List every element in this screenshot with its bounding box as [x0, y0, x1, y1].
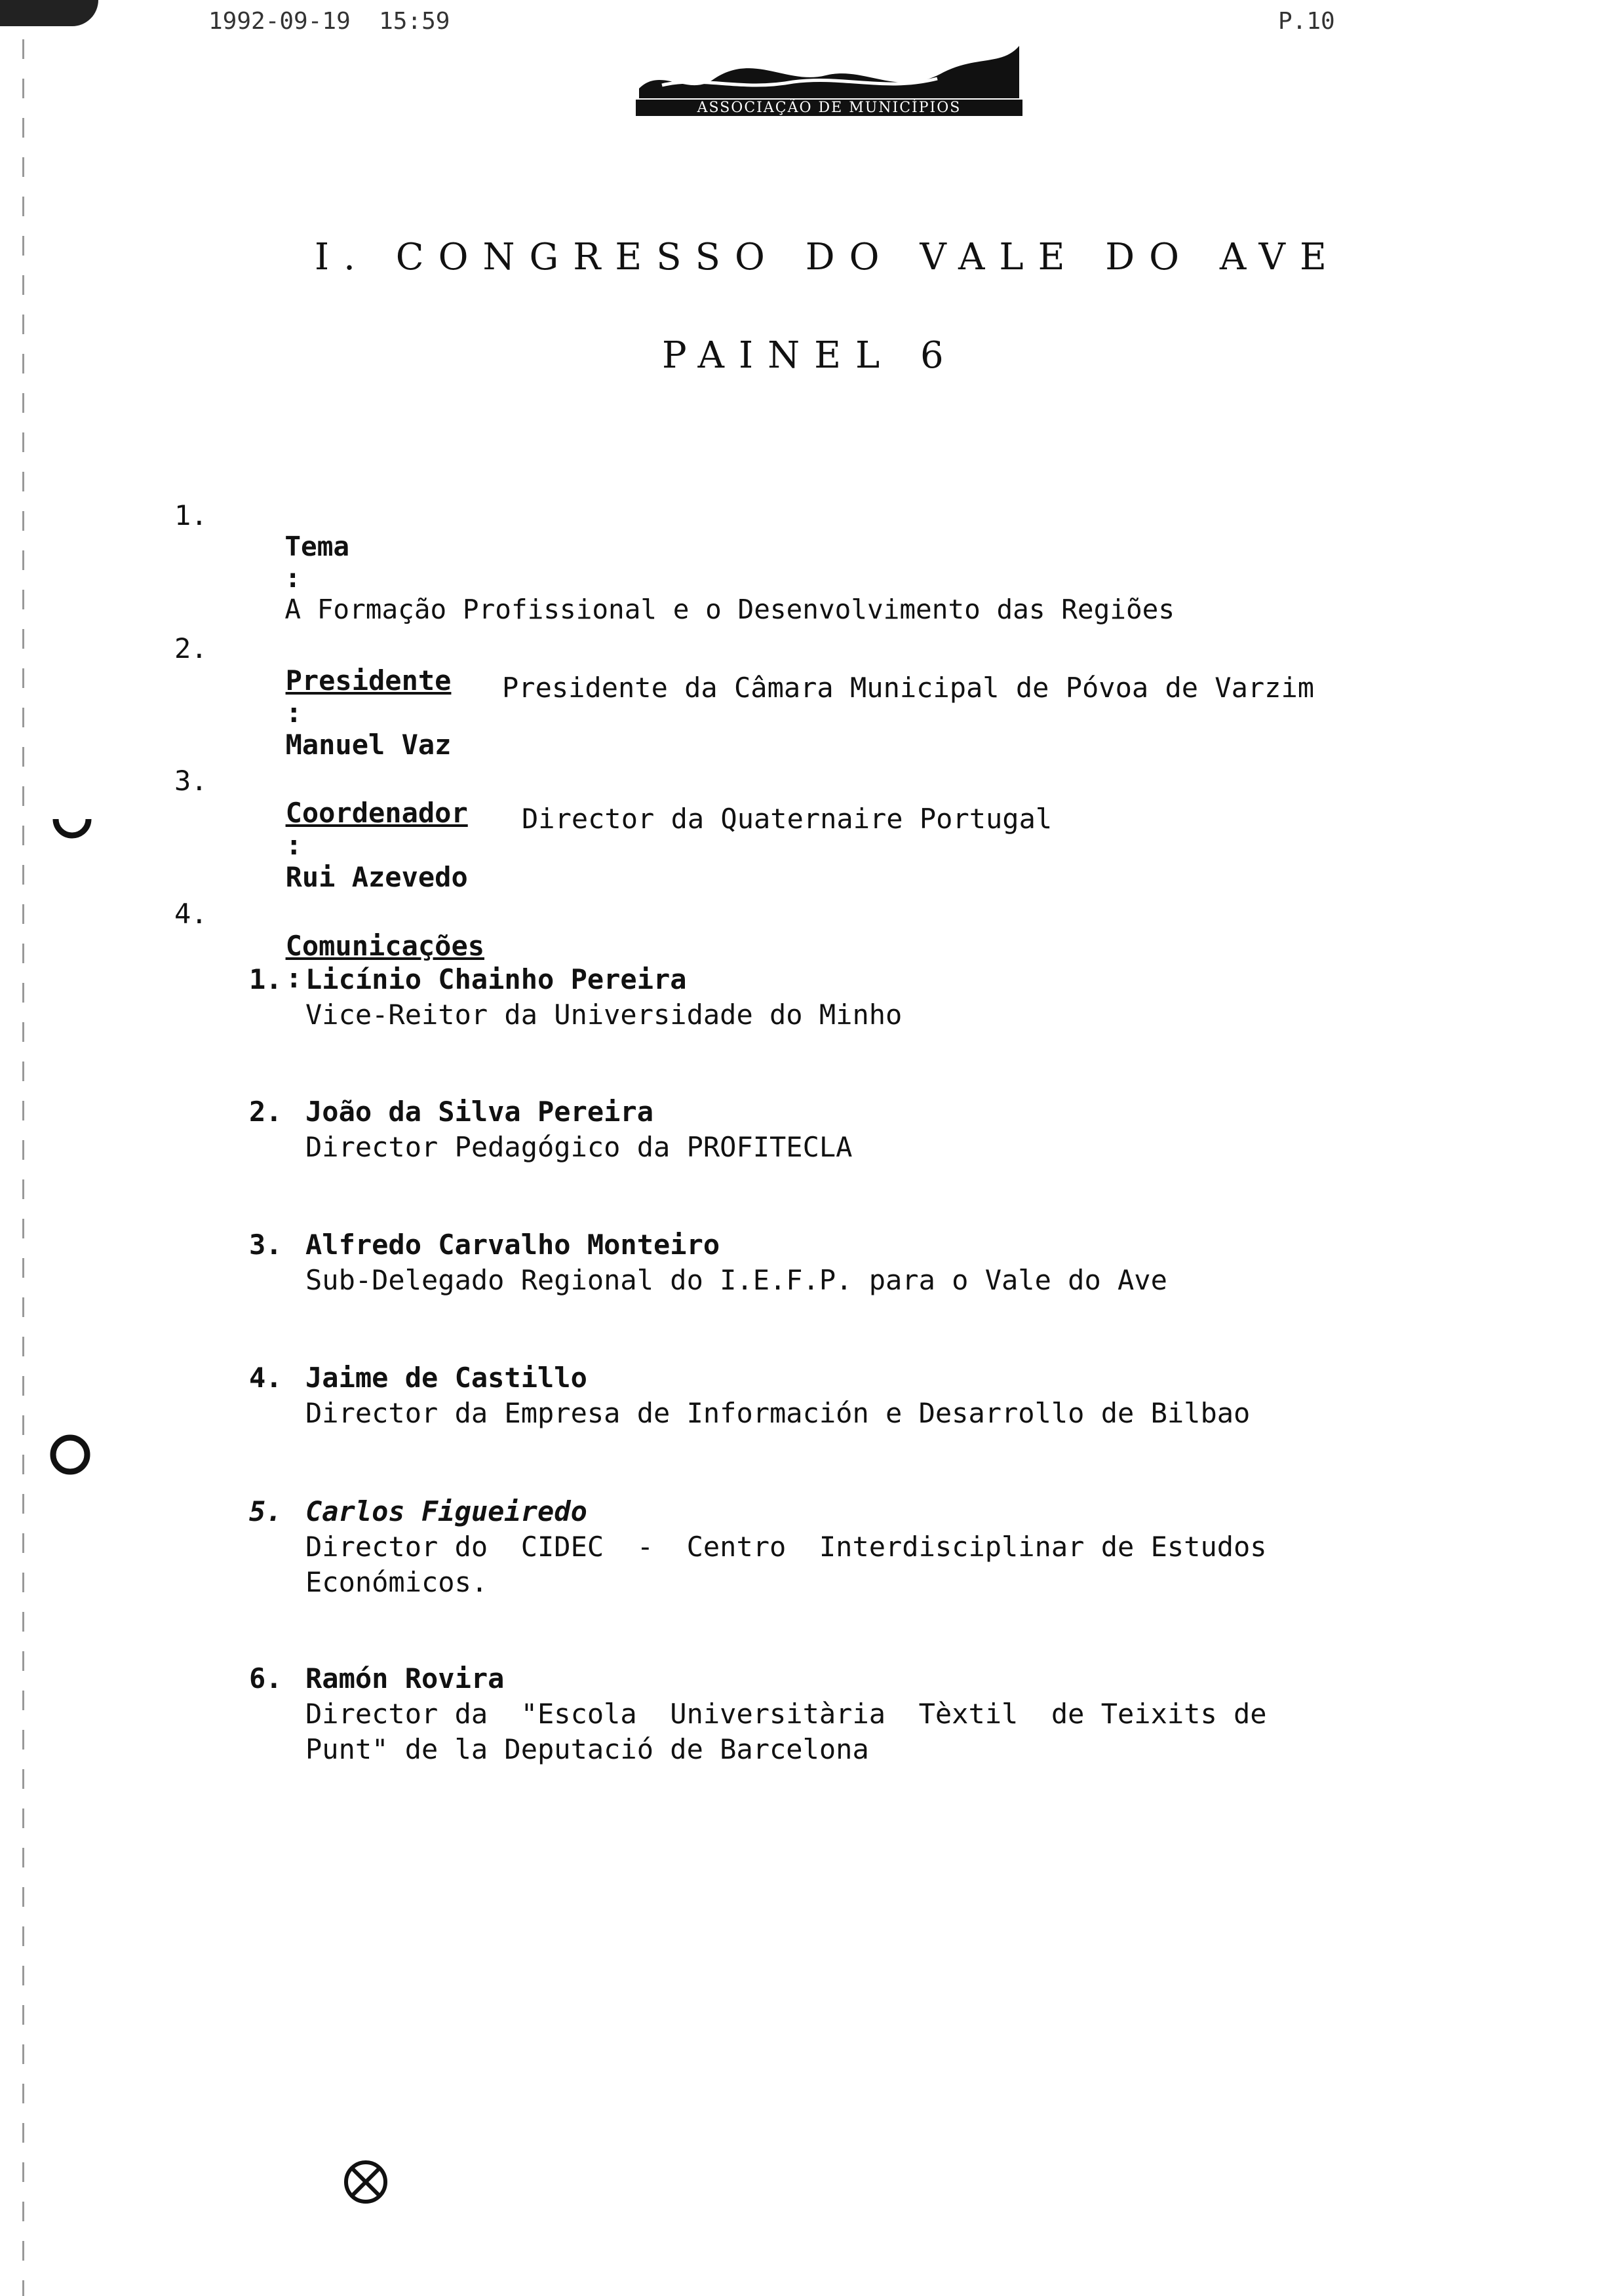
- section-3-number: 3.: [174, 765, 208, 797]
- president-role: Presidente da Câmara Municipal de Póvoa de Varzim: [502, 672, 1315, 704]
- list-item-number: 3.: [249, 1229, 282, 1261]
- list-item-number: 1.: [249, 963, 282, 995]
- coordinator-role: Director da Quaternaire Portugal: [522, 803, 1053, 835]
- coordinator-separator: :: [285, 829, 302, 861]
- left-edge-line: [22, 0, 24, 2296]
- speaker-name: Alfredo Carvalho Monteiro: [305, 1229, 720, 1261]
- list-item-number: 6.: [249, 1662, 282, 1694]
- speaker-role-continued: Económicos.: [305, 1566, 488, 1598]
- fax-datetime: 1992-09-19 15:59: [208, 8, 450, 35]
- coordinator-label: Coordenador: [285, 797, 468, 829]
- fax-page-number: P.10: [1278, 8, 1335, 35]
- theme-value: A Formação Profissional e o Desenvolvimento das Regiões: [284, 594, 1175, 625]
- president-name: Manuel Vaz: [285, 729, 452, 761]
- panel-title: PAINEL 6: [662, 334, 958, 377]
- speaker-name: Licínio Chainho Pereira: [305, 963, 687, 995]
- speaker-role-continued: Punt" de la Deputació de Barcelona: [305, 1733, 869, 1765]
- congress-title: I. CONGRESSO DO VALE DO AVE: [315, 236, 1341, 278]
- speaker-role: Director Pedagógico da PROFITECLA: [305, 1131, 853, 1163]
- speaker-name: João da Silva Pereira: [305, 1096, 654, 1128]
- communications-label: Comunicações: [285, 930, 485, 962]
- list-item-number: 2.: [249, 1096, 282, 1128]
- corner-smudge: [0, 0, 98, 26]
- punch-hole-2-icon: [47, 1432, 93, 1478]
- coordinator-name: Rui Azevedo: [285, 861, 468, 893]
- section-2-number: 2.: [174, 632, 208, 664]
- theme-separator: :: [284, 562, 302, 594]
- speaker-role: Sub-Delegado Regional do I.E.F.P. para o Vale do Ave: [305, 1264, 1167, 1296]
- speaker-name: Jaime de Castillo: [305, 1362, 587, 1394]
- section-4-number: 4.: [174, 898, 208, 930]
- speaker-role: Director da "Escola Universitària Tèxtil de Teixits de: [305, 1698, 1267, 1730]
- communications-separator: :: [285, 962, 302, 994]
- speaker-role: Vice-Reitor da Universidade do Minho: [305, 999, 903, 1031]
- list-item-number: 4.: [249, 1362, 282, 1394]
- speaker-name: Ramón Rovira: [305, 1662, 505, 1694]
- speaker-role: Director do CIDEC - Centro Interdisciplinar de Estudos: [305, 1531, 1267, 1563]
- list-item-number: 5.: [249, 1495, 282, 1527]
- association-logo: [636, 39, 1022, 131]
- section-1-number: 1.: [174, 499, 208, 531]
- speaker-role: Director da Empresa de Información e Desarrollo de Bilbao: [305, 1397, 1251, 1429]
- logo-text: ASSOCIAÇÃO DE MUNICÍPIOS: [636, 100, 1022, 116]
- speaker-name: Carlos Figueiredo: [305, 1495, 587, 1527]
- circled-x-icon: [340, 2156, 392, 2208]
- president-separator: :: [285, 697, 302, 729]
- theme-label: Tema: [284, 531, 350, 562]
- punch-hole-1-icon: [49, 806, 95, 852]
- president-label: Presidente: [285, 664, 452, 697]
